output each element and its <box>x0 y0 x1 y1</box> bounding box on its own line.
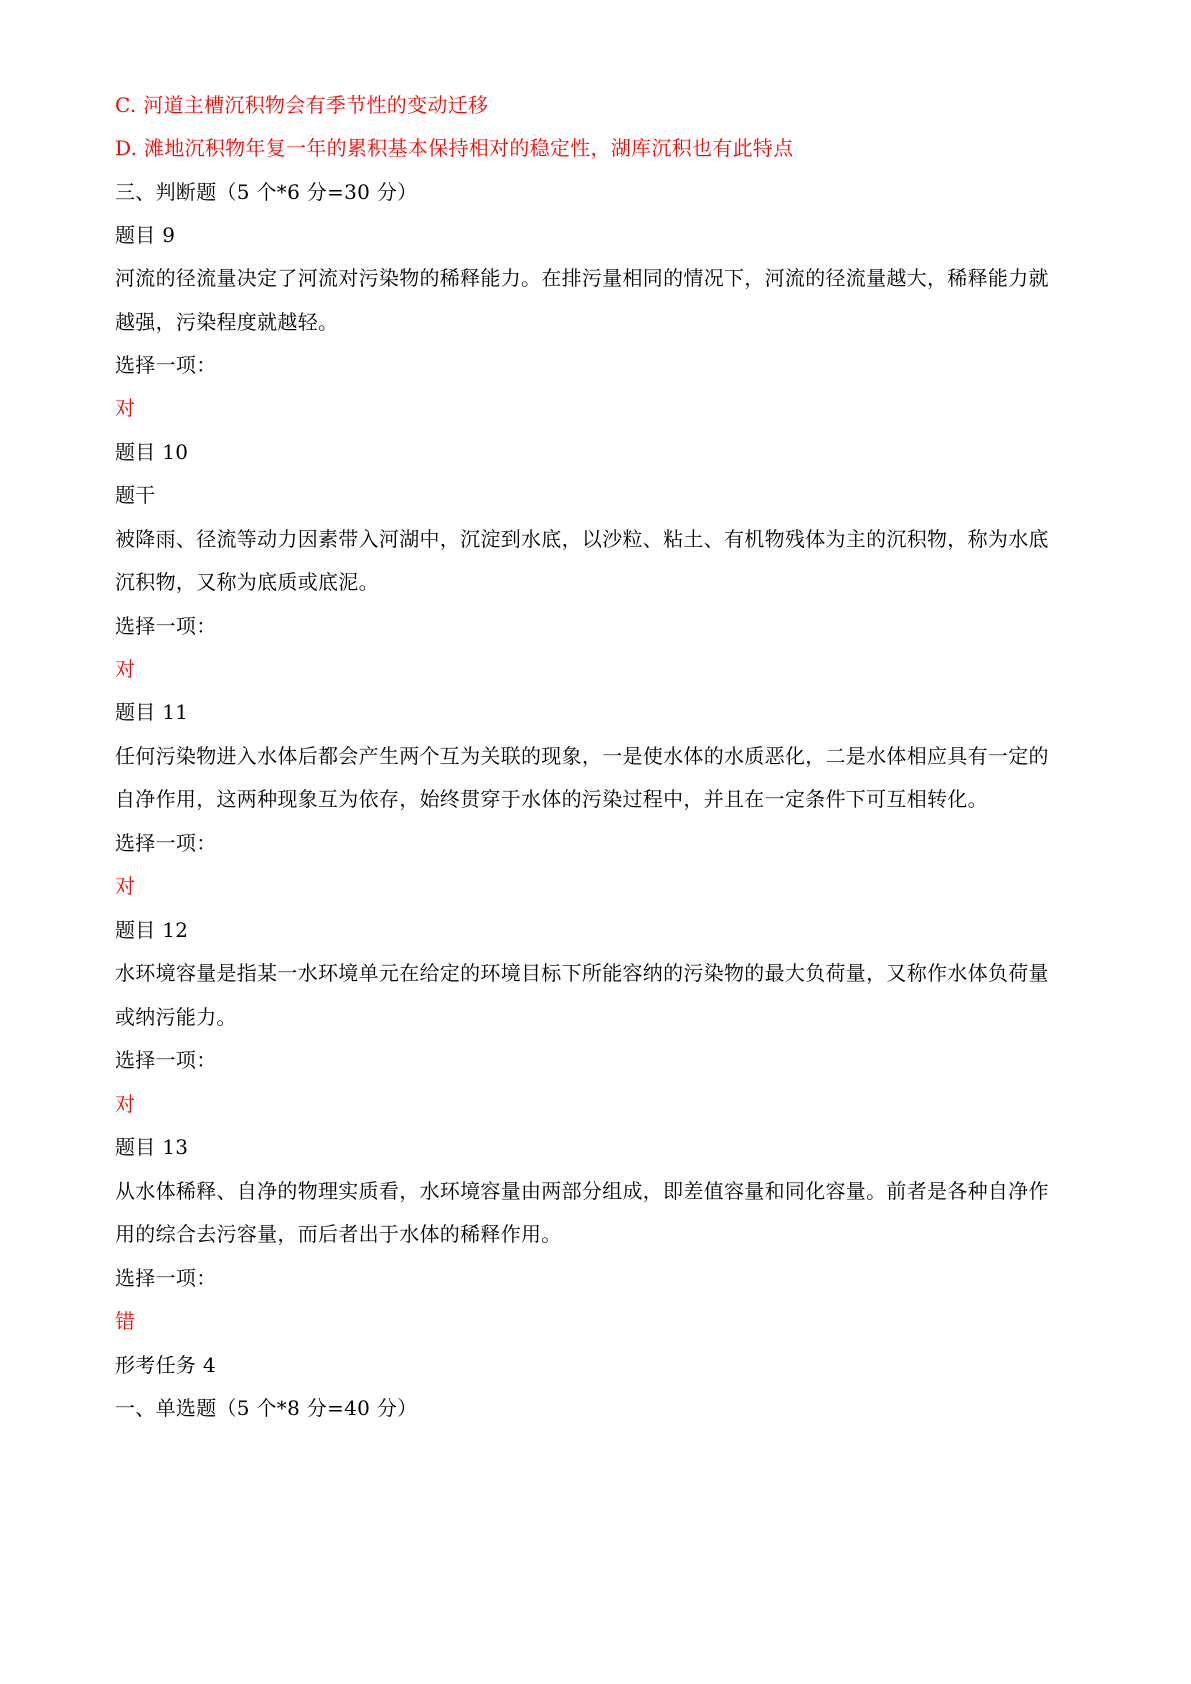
q12-prompt: 选择一项： <box>115 1048 217 1072</box>
q13-answer: 错 <box>115 1309 136 1333</box>
q10-answer: 对 <box>115 657 136 681</box>
q11-number: 题目 11 <box>115 700 189 724</box>
q12-text-1: 水环境容量是指某一水环境单元在给定的环境目标下所能容纳的污染物的最大负荷量，又称作水体负荷量 <box>115 961 1049 985</box>
q10-number: 题目 10 <box>115 440 189 464</box>
q9-number: 题目 9 <box>115 223 176 247</box>
q13-text-2: 用的综合去污容量，而后者出于水体的稀释作用。 <box>115 1222 562 1246</box>
section-1-heading: 一、单选题（5 个*8 分=40 分） <box>115 1396 418 1420</box>
q11-text-1: 任何污染物进入水体后都会产生两个互为关联的现象，一是使水体的水质恶化，二是水体相应具有一定的 <box>115 744 1049 768</box>
q10-text-1: 被降雨、径流等动力因素带入河湖中，沉淀到水底，以沙粒、粘土、有机物残体为主的沉积物，称为水底 <box>115 527 1049 551</box>
q11-prompt: 选择一项： <box>115 831 217 855</box>
q11-text-2: 自净作用，这两种现象互为依存，始终贯穿于水体的污染过程中，并且在一定条件下可互相转化。 <box>115 787 988 811</box>
q10-text-2: 沉积物，又称为底质或底泥。 <box>115 570 379 594</box>
q9-text-2: 越强，污染程度就越轻。 <box>115 310 339 334</box>
option-d: D. 滩地沉积物年复一年的累积基本保持相对的稳定性，湖库沉积也有此特点 <box>115 136 794 160</box>
q10-prompt: 选择一项： <box>115 614 217 638</box>
q12-text-2: 或纳污能力。 <box>115 1005 237 1029</box>
q9-prompt: 选择一项： <box>115 353 217 377</box>
q9-answer: 对 <box>115 396 136 420</box>
option-c: C. 河道主槽沉积物会有季节性的变动迁移 <box>115 93 489 117</box>
task-4-heading: 形考任务 4 <box>115 1353 216 1377</box>
q11-answer: 对 <box>115 874 136 898</box>
q13-prompt: 选择一项： <box>115 1266 217 1290</box>
q12-answer: 对 <box>115 1092 136 1116</box>
section-3-heading: 三、判断题（5 个*6 分=30 分） <box>115 180 418 204</box>
q10-stem-label: 题干 <box>115 483 156 507</box>
q9-text-1: 河流的径流量决定了河流对污染物的稀释能力。在排污量相同的情况下，河流的径流量越大，稀释能力就 <box>115 266 1049 290</box>
q12-number: 题目 12 <box>115 918 189 942</box>
q13-text-1: 从水体稀释、自净的物理实质看，水环境容量由两部分组成，即差值容量和同化容量。前者是各种自净作 <box>115 1179 1049 1203</box>
q13-number: 题目 13 <box>115 1135 189 1159</box>
